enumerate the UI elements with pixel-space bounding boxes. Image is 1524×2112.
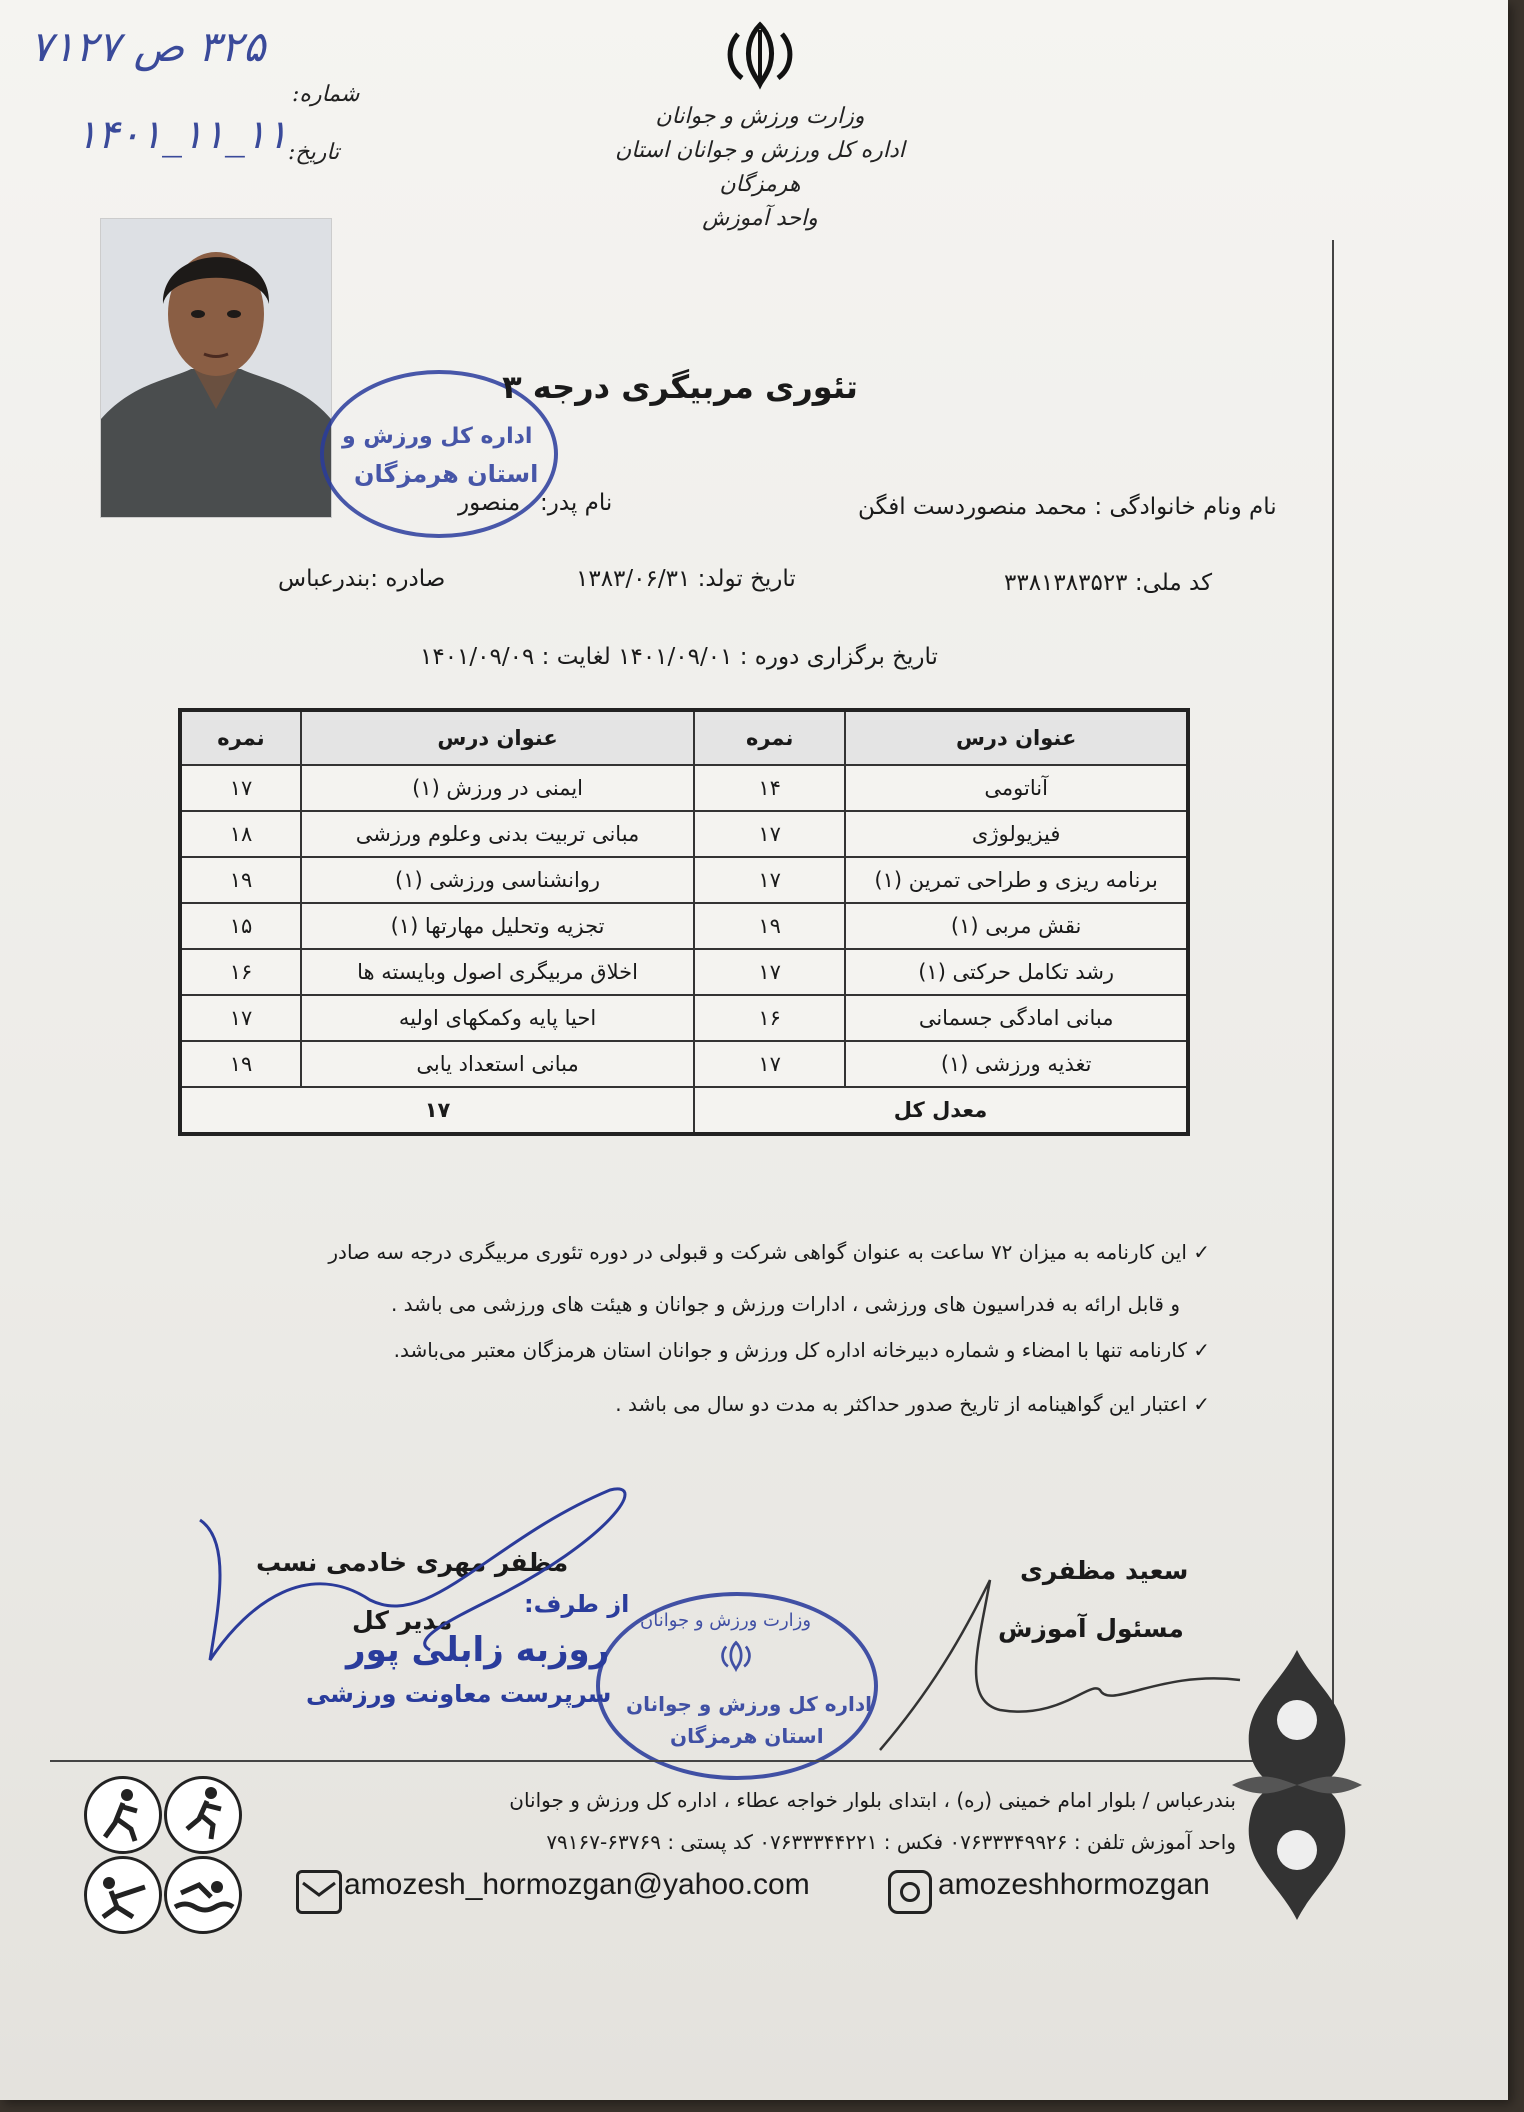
grade-cell: ۱۹ [180,1041,301,1087]
grade-cell: ۱۷ [180,765,301,811]
footer-divider [50,1760,1270,1762]
martial-arts-icon [84,1856,162,1934]
grade-cell: ۱۶ [180,949,301,995]
on-behalf-label: از طرف: [524,1590,630,1618]
course-cell: تجزیه وتحلیل مهارتها (۱) [301,903,694,949]
margin-line [1332,240,1334,1760]
header-course-right: عنوان درس [845,710,1188,765]
note-line-4: ✓ اعتبار این گواهینامه از تاریخ صدور حداکثر به مدت دو سال می باشد . [615,1392,1210,1416]
grade-cell: ۱۷ [694,1041,845,1087]
grade-cell: ۱۹ [180,857,301,903]
table-row [180,811,1188,857]
grades-table [178,708,1190,1136]
photo-stamp-line2: استان هرمزگان [354,460,539,488]
header-grade-left: نمره [180,710,301,765]
course-cell: مبانی امادگی جسمانی [845,995,1188,1041]
unit-name: واحد آموزش [702,206,818,231]
iran-emblem-icon [720,20,800,90]
course-dates: تاریخ برگزاری دوره : ۱۴۰۱/۰۹/۰۱ لغایت : ۱۴۰۱/۰۹/۰۹ [420,644,938,670]
total-label: معدل کل [694,1087,1188,1134]
course-cell: رشد تکامل حرکتی (۱) [845,949,1188,995]
swimming-icon [164,1856,242,1934]
officer-signature-icon [860,1560,1260,1760]
office-stamp [596,1592,878,1780]
total-value: ۱۷ [180,1087,694,1134]
office-name: اداره کل ورزش و جوانان استان هرمزگان [615,138,905,197]
course-cell: برنامه ریزی و طراحی تمرین (۱) [845,857,1188,903]
course-cell: مبانی استعداد یابی [301,1041,694,1087]
grade-cell: ۱۷ [694,949,845,995]
letter-number: ۳۲۵ ص ۷۱۲۷ [30,22,266,71]
email-address[interactable]: amozesh_hormozgan@yahoo.com [344,1868,810,1901]
director-title: مدیر کل [352,1606,453,1635]
course-cell: ایمنی در ورزش (۱) [301,765,694,811]
table-row [180,949,1188,995]
photo-stamp-line1: اداره کل ورزش و [342,424,533,449]
grade-cell: ۱۷ [694,857,845,903]
letter-date: ۱۴۰۱_۱۱_۱۱ [76,112,288,158]
table-row [180,903,1188,949]
deputy-title: سرپرست معاونت ورزشی [306,1680,612,1708]
father-name: منصور [458,490,521,516]
training-officer-name: سعید مظفری [1020,1556,1189,1585]
issued-place: صادره :بندرعباس [278,566,446,592]
number-label: شماره: [292,82,360,107]
course-cell: احیا پایه وکمکهای اولیه [301,995,694,1041]
full-name: نام ونام خانوادگی : محمد منصوردست افگن [858,494,1277,520]
office-stamp-line2: استان هرمزگان [670,1724,824,1748]
grade-cell: ۱۷ [694,811,845,857]
ministry-name: وزارت ورزش و جوانان [655,104,865,129]
course-cell: فیزیولوژی [845,811,1188,857]
letterhead [580,100,940,236]
course-cell: اخلاق مربیگری اصول وبایسته ها [301,949,694,995]
note-line-2: و قابل ارائه به فدراسیون های ورزشی ، ادارات ورزش و جوانان و هیئت های ورزشی می باشد . [390,1292,1180,1316]
date-label: تاریخ: [288,140,340,165]
course-cell: روانشناسی ورزشی (۱) [301,857,694,903]
running-icon [164,1776,242,1854]
ornament-icon [1232,1650,1362,1920]
grade-cell: ۱۶ [694,995,845,1041]
instagram-handle[interactable]: amozeshhormozgan [938,1868,1210,1901]
note-line-3: ✓ کارنامه تنها با امضاء و شماره دبیرخانه اداره کل ورزش و جوانان استان هرمزگان معتبر می‌باشد. [393,1338,1210,1362]
certificate-title: تئوری مربیگری درجه ۳ [502,368,858,406]
director-signature-icon [190,1480,670,1680]
table-row [180,857,1188,903]
email-icon [296,1870,342,1914]
deputy-name: روزبه زابلی پور [346,1630,610,1670]
total-row [180,1087,1188,1134]
grade-cell: ۱۵ [180,903,301,949]
stamp-emblem-icon [718,1636,754,1676]
course-cell: نقش مربی (۱) [845,903,1188,949]
athletics-icon [84,1776,162,1854]
header-grade-right: نمره [694,710,845,765]
grade-cell: ۱۸ [180,811,301,857]
footer-address: بندرعباس / بلوار امام خمینی (ره) ، ابتدای بلوار خواجه عطاء ، اداره کل ورزش و جوانان [509,1788,1236,1812]
table-header-row [180,710,1188,765]
table-row [180,765,1188,811]
course-cell: تغذیه ورزشی (۱) [845,1041,1188,1087]
training-officer-title: مسئول آموزش [998,1614,1184,1643]
father-name-label: نام پدر: [540,490,613,516]
grade-cell: ۱۹ [694,903,845,949]
birth-date: تاریخ تولد: ۱۳۸۳/۰۶/۳۱ [576,566,796,592]
header-course-left: عنوان درس [301,710,694,765]
note-line-1: ✓ این کارنامه به میزان ۷۲ ساعت به عنوان گواهی شرکت و قبولی در دوره تئوری مربیگری درجه سه صادر [328,1240,1210,1264]
applicant-photo [100,218,332,518]
national-id: کد ملی: ۳۳۸۱۳۸۳۵۲۳ [1004,570,1213,596]
grade-cell: ۱۴ [694,765,845,811]
footer-contact: واحد آموزش تلفن : ۰۷۶۳۳۳۴۹۹۲۶ فکس : ۰۷۶۳۳۳۴۴۲۲۱ کد پستی : ۶۳۷۶۹-۷۹۱۶۷ [546,1830,1236,1854]
grade-cell: ۱۷ [180,995,301,1041]
office-stamp-line1: اداره کل ورزش و جوانان [626,1692,873,1716]
table-row [180,1041,1188,1087]
course-cell: مبانی تربیت بدنی وعلوم ورزشی [301,811,694,857]
course-cell: آناتومی [845,765,1188,811]
director-name: مظفر مهری خادمی نسب [256,1548,569,1577]
table-row [180,995,1188,1041]
instagram-icon [888,1870,932,1914]
office-stamp-ministry: وزارت ورزش و جوانان [640,1610,812,1631]
